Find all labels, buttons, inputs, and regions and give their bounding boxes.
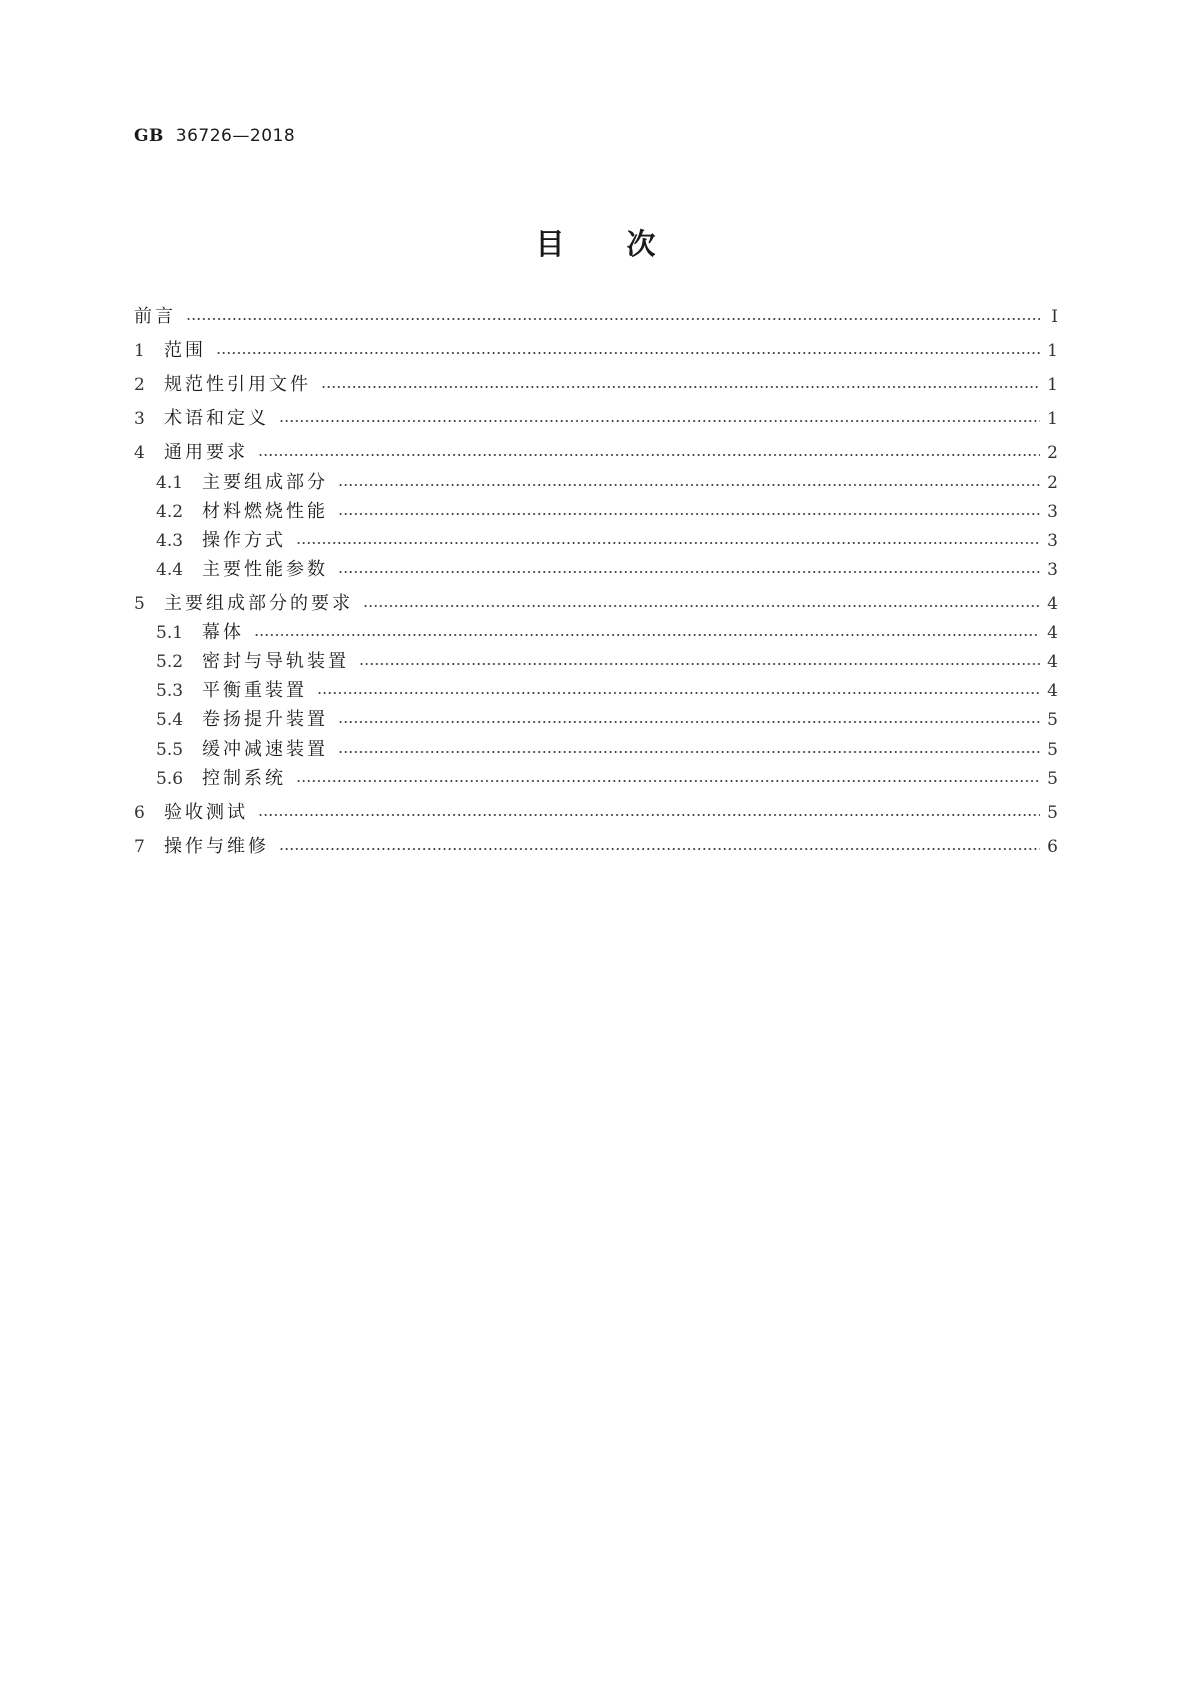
toc-entry-label: 主要性能参数 xyxy=(202,559,328,580)
dot-leader xyxy=(338,513,1040,515)
dot-leader xyxy=(363,605,1040,607)
toc-entry-number: 5.3 xyxy=(156,681,184,701)
standard-prefix: GB xyxy=(134,126,164,146)
toc-entry-page: 2 xyxy=(1047,443,1058,463)
toc-entry-label: 通用要求 xyxy=(164,442,248,463)
dot-leader xyxy=(338,721,1040,723)
dot-leader xyxy=(279,848,1040,850)
toc-entry-label: 控制系统 xyxy=(202,768,286,789)
toc-entry-page: 3 xyxy=(1047,502,1058,522)
toc-entry-page: 4 xyxy=(1047,594,1058,614)
toc-entry-number: 5.4 xyxy=(156,710,184,730)
toc-entry-5-4[interactable] xyxy=(134,707,1058,733)
dot-leader xyxy=(216,352,1040,354)
toc-entry-label: 操作与维修 xyxy=(164,836,269,857)
toc-entry-label: 密封与导轨装置 xyxy=(202,651,349,672)
toc-entry-label: 卷扬提升装置 xyxy=(202,709,328,730)
toc-entry-label: 操作方式 xyxy=(202,530,286,551)
toc-entry-5[interactable] xyxy=(134,591,1058,617)
toc-entry-5-5[interactable] xyxy=(134,737,1058,763)
dot-leader xyxy=(338,571,1040,573)
dot-leader xyxy=(338,484,1040,486)
toc-entry-5-1[interactable] xyxy=(134,620,1058,646)
toc-entry-label: 规范性引用文件 xyxy=(164,374,311,395)
toc-entry-number: 4.4 xyxy=(156,560,184,580)
dot-leader xyxy=(258,454,1040,456)
toc-entry-label: 幕体 xyxy=(202,622,244,643)
toc-entry-page: 6 xyxy=(1047,837,1058,857)
toc-entry-page: 1 xyxy=(1047,341,1058,361)
toc-entry-4[interactable] xyxy=(134,440,1058,466)
dot-leader xyxy=(258,814,1040,816)
toc-entry-number: 5 xyxy=(134,594,145,614)
dot-leader xyxy=(279,420,1040,422)
toc-entry-page: 4 xyxy=(1047,623,1058,643)
toc-entry-number: 5.6 xyxy=(156,769,184,789)
dot-leader xyxy=(296,780,1040,782)
toc-entry-5-2[interactable] xyxy=(134,649,1058,675)
toc-entry-page: 4 xyxy=(1047,681,1058,701)
toc-entry-label: 范围 xyxy=(164,340,206,361)
toc-entry-page: 5 xyxy=(1047,803,1058,823)
dot-leader xyxy=(317,692,1040,694)
toc-entry-page: 5 xyxy=(1047,710,1058,730)
dot-leader xyxy=(254,634,1040,636)
toc-title: 目次 xyxy=(535,227,718,261)
toc-entry-number: 3 xyxy=(134,409,145,429)
toc-entry-page: 5 xyxy=(1047,740,1058,760)
toc-entry-number: 6 xyxy=(134,803,145,823)
toc-entry-4-2[interactable] xyxy=(134,499,1058,525)
toc-entry-number: 5.1 xyxy=(156,623,184,643)
toc-entry-page: 1 xyxy=(1047,375,1058,395)
toc-entry-label: 验收测试 xyxy=(164,802,248,823)
toc-entry-label: 主要组成部分的要求 xyxy=(164,593,353,614)
toc-entry-page: 1 xyxy=(1047,409,1058,429)
toc-entry-5-3[interactable] xyxy=(134,678,1058,704)
toc-entry-page: Ⅰ xyxy=(1051,307,1058,327)
toc-entry-page: 2 xyxy=(1047,473,1058,493)
toc-entry-label: 材料燃烧性能 xyxy=(202,501,328,522)
toc-entry-5-6[interactable] xyxy=(134,766,1058,792)
toc-entry-7[interactable] xyxy=(134,834,1058,860)
toc-entry-4-4[interactable] xyxy=(134,557,1058,583)
toc-entry-label: 前言 xyxy=(134,306,176,327)
toc-entry-page: 4 xyxy=(1047,652,1058,672)
toc-entry-label: 缓冲减速装置 xyxy=(202,739,328,760)
toc-entry-3[interactable] xyxy=(134,406,1058,432)
toc-entry-4-1[interactable] xyxy=(134,470,1058,496)
toc-entry-2[interactable] xyxy=(134,372,1058,398)
toc-entry-number: 1 xyxy=(134,341,145,361)
toc-entry-label: 术语和定义 xyxy=(164,408,269,429)
standard-header xyxy=(134,126,295,146)
toc-entry-6[interactable] xyxy=(134,800,1058,826)
dot-leader xyxy=(321,386,1040,388)
dot-leader xyxy=(296,542,1040,544)
toc-entry-1[interactable] xyxy=(134,338,1058,364)
toc-entry-number: 5.2 xyxy=(156,652,184,672)
dot-leader xyxy=(359,663,1040,665)
toc-entry-number: 4 xyxy=(134,443,145,463)
toc-entry-number: 2 xyxy=(134,375,145,395)
toc-entry-number: 4.3 xyxy=(156,531,184,551)
toc-entry-number: 4.2 xyxy=(156,502,184,522)
toc-entry-page: 3 xyxy=(1047,531,1058,551)
toc-entry-number: 5.5 xyxy=(156,740,184,760)
toc-entry-page: 5 xyxy=(1047,769,1058,789)
toc-entry-number: 7 xyxy=(134,837,145,857)
toc-entry-page: 3 xyxy=(1047,560,1058,580)
toc-entry-label: 主要组成部分 xyxy=(202,472,328,493)
toc-entry-4-3[interactable] xyxy=(134,528,1058,554)
toc-entry-label: 平衡重装置 xyxy=(202,680,307,701)
dot-leader xyxy=(186,318,1040,320)
dot-leader xyxy=(338,751,1040,753)
standard-number: 36726—2018 xyxy=(175,126,296,146)
toc-entry-number: 4.1 xyxy=(156,473,184,493)
toc-entry-foreword[interactable] xyxy=(134,304,1058,330)
